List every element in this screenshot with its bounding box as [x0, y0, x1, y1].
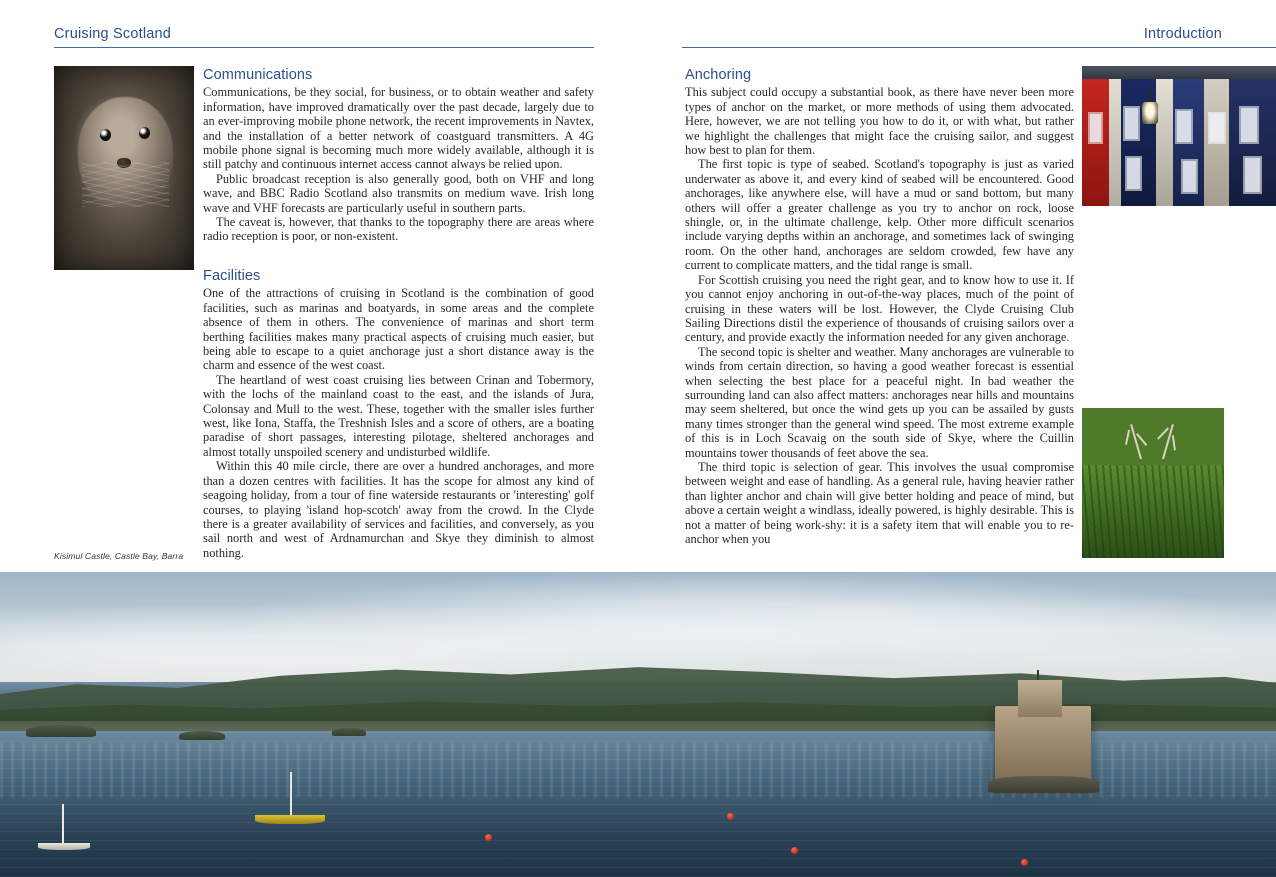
islet: [26, 725, 96, 737]
hull: [38, 843, 90, 850]
running-head-left: Cruising Scotland: [54, 26, 172, 42]
window: [1183, 161, 1197, 192]
castle-rock: [988, 776, 1099, 793]
islet: [179, 731, 225, 740]
mooring-buoy: [791, 847, 798, 854]
running-head-right: Introduction: [1143, 26, 1222, 42]
house-facade: [1156, 66, 1173, 206]
window: [1241, 108, 1257, 142]
paragraph: The first topic is type of seabed. Scotland's topography is just as varied underwater as above it, and every kind of seabed will be encountered. Good anchorages, like anywhere else, will have a mud or sand bottom, but many others will offer a greater challenge as you try to anchor on rock, loose shingle, or, in the ultimate challenge, kelp. Other more difficult scenarios include varying depths within an anchorage, and sometimes lack of swinging room. On the other hand, anchorages are seldom crowded, few have any current to complicate matters, and the tidal range is small.: [685, 157, 1074, 273]
street-lamp-icon: [1142, 102, 1158, 124]
running-head-rule-left: [54, 47, 594, 48]
section-heading-anchoring: Anchoring: [685, 67, 752, 83]
sky: [0, 572, 1276, 682]
window: [1177, 111, 1191, 142]
yellow-yacht: [255, 804, 325, 824]
paragraph: Communications, be they social, for business, or to obtain weather and safety information, have improved dramatically over the past decade, largely due to an ever-improving mobile phone network, the recent improvements in Navtex, and the installation of a better network of coastguard transmitters. A 4G mobile phone signal is becoming much more widely available, although it is still patchy and continuous internet access cannot always be relied upon.: [203, 85, 594, 172]
mast: [62, 804, 64, 844]
window: [1210, 114, 1224, 142]
antler: [1130, 424, 1142, 459]
photo-caption: Kisimul Castle, Castle Bay, Barra: [54, 551, 184, 561]
paragraph: The second topic is shelter and weather. Many anchorages are vulnerable to winds from certain direction, so having a good weather forecast is essential when selecting the best place for a peaceful night. In bad weather the surrounding land can also affect matters: anchorages near hills and mountains may seem sheltered, but once the wind gets up you can be assailed by gusts many times stronger than the general wind speed. The most extreme example of this is in Loch Scavaig on the south side of Skye, where the Cuillin mountains tower thousands of feet above the sea.: [685, 344, 1074, 460]
paragraph: This subject could occupy a substantial book, as there have never been more types of anchor on the market, or more methods of using them advocated. Here, however, we are not telling you how to do it, or with what, but rather we highlight the challenges that might face the cruising sailor, and suggest how best to plan for them.: [685, 85, 1074, 158]
castle-keep: [1018, 680, 1062, 716]
grass-foreground: [1082, 465, 1224, 558]
white-yacht: [38, 834, 90, 850]
paragraph: Public broadcast reception is also generally good, both on VHF and long wave, and BBC Radio Scotland also transmits on medium wave. Irish long wave and VHF forecasts are particularly useful in southern parts.: [203, 171, 594, 215]
seal-whiskers: [82, 162, 169, 207]
seal-photo: [54, 66, 194, 270]
window: [1125, 108, 1139, 139]
section-communications: [203, 68, 594, 244]
paragraph: Within this 40 mile circle, there are over a hundred anchorages, and more than a dozen centres with facilities. It has the scope for almost any kind of seagoing holiday, from a tour of fine waterside restaurants or 'interesting' golf courses, to playing 'island hop-scotch' away from the crowd. In the Clyde there is a greater availability of services and facilities, and conversely, as you sail north and west of Ardnamurchan and Skye they diminish to almost nothing.: [203, 459, 594, 560]
paragraph: The third topic is selection of gear. This involves the usual compromise between weight and ease of handling. As a general rule, having heavier rather than lighter anchor and chain will give better holding and peace of mind, but above a certain weight a windlass, ideally powered, is highly desirable. This is not a matter of being work-shy: it is a safety item that will enable you to re-anchor when you: [685, 459, 1074, 546]
paragraph: One of the attractions of cruising in Scotland is the combination of good facilities, such as marinas and boatyards, in some areas and the complete absence of them in others. The convenience of marinas and short term berthing facilities makes many practical aspects of cruising much easier, but being able to escape to a quiet anchorage just a short distance away is the charm and essence of the west coast.: [203, 286, 594, 373]
house-facade: [1109, 66, 1121, 206]
running-head-rule-right: [682, 47, 1276, 48]
section-heading-communications: Communications: [203, 67, 313, 83]
kisimul-castle: [995, 706, 1091, 782]
stag-photo: [1082, 408, 1224, 558]
window: [1090, 114, 1102, 142]
window: [1127, 158, 1141, 189]
section-heading-facilities: Facilities: [203, 268, 261, 284]
harbour-houses-photo: [1082, 66, 1276, 206]
paragraph: The heartland of west coast cruising lies between Crinan and Tobermory, with the lochs of the mainland coast to the east, and the islands of Jura, Colonsay and Mull to the west. These, together with the smaller isles further west, like Iona, Staffa, the Treshnish Isles and a score of others, are a boating paradise of short passages, interesting pilotage, sheltered anchorages and almost totally unspoiled scenery and undisturbed wildlife.: [203, 372, 594, 459]
mooring-buoy: [1021, 859, 1028, 866]
mast: [290, 772, 292, 816]
antler: [1162, 424, 1174, 459]
panorama-photo: [0, 572, 1276, 877]
section-facilities: [203, 269, 594, 560]
roofline: [1082, 66, 1276, 79]
hull: [255, 815, 325, 824]
section-anchoring: [685, 68, 1074, 546]
paragraph: For Scottish cruising you need the right gear, and to know how to use it. If you cannot enjoy anchoring in out-of-the-way places, much of the point of cruising in these waters will be lost. However, the Clyde Cruising Club Sailing Directions distil the experience of thousands of cruising sailors over a century, and provide exactly the information needed for any given anchorage.: [685, 272, 1074, 345]
window: [1245, 158, 1261, 192]
islet: [332, 728, 366, 736]
paragraph: The caveat is, however, that thanks to the topography there are areas where radio reception is poor, or non-existent.: [203, 215, 594, 244]
